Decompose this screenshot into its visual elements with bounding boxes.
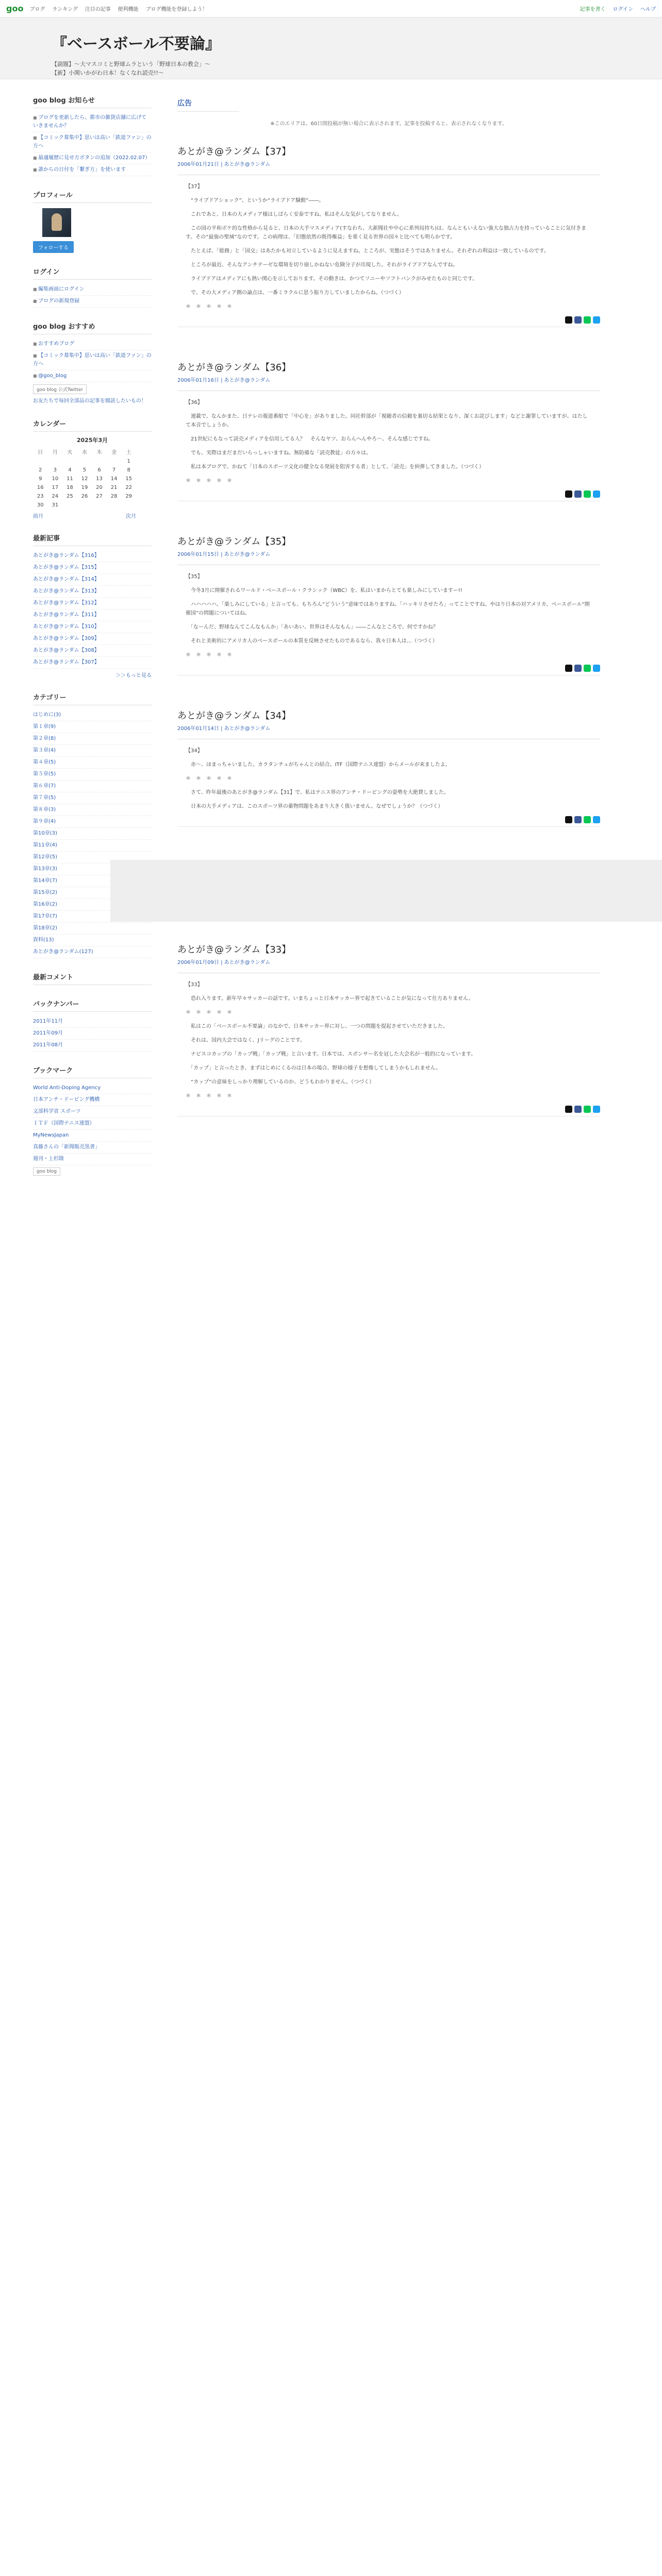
blog-description [52,60,662,77]
blog-post [177,534,600,675]
post-title[interactable]: あとがき@ランダム【34】 [177,710,291,721]
post-title[interactable]: あとがき@ランダム【33】 [177,944,291,955]
weekday: 火 [67,450,73,455]
login-block [33,266,152,308]
post-paragraph: ＊ ＊ ＊ ＊ ＊ [186,1010,232,1015]
post-paragraph: “カップ”の意味をしっかり理解しているのか、どうもわかりません。（つづく） [186,1079,374,1085]
list-item[interactable] [33,745,152,757]
post-category[interactable]: あとがき@ランダム [224,162,271,167]
bookmarks-heading: ブックマーク [33,1065,152,1078]
x-share-icon[interactable] [565,665,572,672]
bookmark-link[interactable]: World Anti-Doping Agency [33,1085,101,1091]
calendar-day: 26 [81,494,88,499]
recent-post-link[interactable]: あとがき@ランダム【313】 [33,588,100,594]
list-item[interactable] [33,132,152,152]
meta-separator: | [219,552,224,557]
list-item[interactable] [33,946,152,958]
calendar-day [121,501,136,510]
post-body [177,175,600,311]
post-paragraph: これであと、日本の大メディア様はしばらく安泰ですね。私はそんな気がしてなりません。 [186,212,402,217]
blog-header [0,18,662,79]
category-link[interactable]: 第18章(2) [33,925,57,931]
calendar-day: 5 [82,467,87,473]
list-item[interactable] [33,1040,152,1052]
recent-post-link[interactable]: あとがき@ランダム【312】 [33,600,100,606]
post-paragraph: ＊ ＊ ＊ ＊ ＊ [186,1093,232,1099]
category-link[interactable]: 第12章(5) [33,854,57,860]
calendar-day: 2 [39,467,42,473]
post-meta [177,376,600,383]
facebook-share-icon[interactable] [574,816,582,823]
calendar-day: 31 [52,502,59,508]
list-item[interactable] [33,284,152,296]
back-number-link[interactable]: 2011年09月 [33,1030,63,1036]
calendar-day: 30 [37,502,44,508]
share-buttons [177,816,600,823]
calendar-day: 14 [110,476,118,482]
post-paragraph: ＊ ＊ ＊ ＊ ＊ [186,776,232,782]
recent-post-link[interactable]: あとがき@ランダム【307】 [33,659,100,665]
category-link[interactable]: 第16章(2) [33,902,57,907]
list-item[interactable] [33,1016,152,1028]
calendar-day [77,457,92,466]
category-link[interactable]: 第17章(7) [33,913,57,919]
goo-blog-news [33,95,152,176]
calendar-day: 24 [52,494,59,499]
recent-posts [33,533,152,679]
post-paragraph: 私は本ブログで、かねて「日本のスポーツ文化の健全なる発展を阻害する者」として、「読売」を糾弾してきました。（つづく） [186,464,484,470]
calendar-day: 20 [96,485,103,490]
line-share-icon[interactable] [584,316,591,324]
post-category[interactable]: あとがき@ランダム [224,552,271,557]
category-link[interactable]: 第13章(3) [33,866,57,872]
top-nav-features[interactable]: 便利機能 [118,7,139,12]
facebook-share-icon[interactable] [574,665,582,672]
post-paragraph: 【36】 [186,400,203,405]
recommend-heading: goo blog おすすめ [33,321,152,334]
edit-login-link[interactable]: 編集画面にログイン [38,286,85,292]
back-number-link[interactable]: 2011年08月 [33,1042,63,1048]
calendar-day [92,501,107,510]
recent-post-link[interactable]: あとがき@ランダム【309】 [33,636,100,641]
profile-avatar[interactable] [42,208,71,237]
recommend-block [33,321,152,405]
calendar-day: 27 [96,494,103,499]
top-nav-blog[interactable]: ブログ [29,7,45,12]
post-paragraph: さて、昨年最後のあとがき@ランダム【31】で、私はテニス界のアンチ・ドーピングの姿勢を大絶賛しました。 [186,790,449,795]
calendar [33,418,152,519]
recent-post-link[interactable]: あとがき@ランダム【308】 [33,648,100,653]
post-meta [177,550,600,557]
calendar-day: 6 [97,467,101,473]
category-link[interactable]: 第14章(7) [33,878,57,884]
main-content [177,79,600,1189]
x-share-icon[interactable] [565,490,572,498]
news-link[interactable]: 誰からの日付を「繋ぎ方」を使います [38,167,126,173]
post-paragraph: 連載で、なんかまた、日テレの報道番組で「中心を」がありました。同社幹部が「視聴者の信頼を裏切る結果となり、深くお詫びします」などと謝罪していますが、はたして本音でしょうか。 [186,414,588,428]
twitter-share-icon[interactable] [593,816,600,823]
list-item[interactable] [33,621,152,633]
post-meta [177,160,600,167]
calendar-table [33,446,136,510]
calendar-day: 18 [67,485,73,490]
post-paragraph: 「なーんだ、野球なんてこんなもんか」「あいあい、世界はそんなもん」――こんなところで、何ですかね？ [186,624,438,630]
list-item[interactable] [33,804,152,816]
calendar-day: 28 [110,494,118,499]
list-item[interactable] [33,633,152,645]
post-paragraph: ところが最近、そんなアンチテーゼな環境を切り崩しかねない危険分子が出現した。それがライブドアなんですね。 [186,262,458,268]
recent-post-link[interactable]: あとがき@ランダム【316】 [33,553,100,558]
calendar-day [62,457,77,466]
twitter-share-icon[interactable] [593,316,600,324]
post-paragraph: 【35】 [186,574,203,580]
post-title[interactable]: あとがき@ランダム【36】 [177,362,291,373]
calendar-day: 16 [37,485,44,490]
post-paragraph: 日本の大手メディアは、このスポーツ界の薬物問題をあまり大きく扱いません。なぜでしょうか？（つづく） [186,804,443,809]
calendar-day: 4 [68,467,72,473]
calendar-prev[interactable]: 前月 [33,514,43,519]
weekday: 木 [96,450,102,455]
post-paragraph: ＊ ＊ ＊ ＊ ＊ [186,478,232,484]
meta-separator: | [219,162,224,167]
calendar-day: 13 [96,476,103,482]
share-buttons [177,316,600,324]
post-category[interactable]: あとがき@ランダム [224,726,271,732]
category-link[interactable]: 第９章(4) [33,819,56,824]
blog-description-line: 【新】小関いかがわ日本！なくなれ読売!!〜 [52,70,164,76]
list-item[interactable] [33,757,152,769]
post-body [177,739,600,811]
list-item[interactable] [33,1118,152,1130]
recent-post-link[interactable]: あとがき@ランダム【315】 [33,565,100,570]
post-paragraph: “ライブドアショック”、というか“ライブドア騒動”――。 [186,198,324,204]
recent-more-link[interactable]: ＞＞もっと見る [115,673,152,679]
bookmarks [33,1065,152,1176]
category-link[interactable]: 第７章(5) [33,795,56,801]
news-link[interactable]: 最適履歴に見せ方ボタンの追加（2022.02.07） [38,155,151,161]
category-link[interactable]: 第４章(5) [33,759,56,765]
post-divider [177,826,600,827]
calendar-day: 25 [67,494,73,499]
post-paragraph: ＊ ＊ ＊ ＊ ＊ [186,652,232,658]
back-number-link[interactable]: 2011年11月 [33,1019,63,1024]
post-category[interactable]: あとがき@ランダム [224,378,271,383]
calendar-day: 15 [125,476,133,482]
calendar-day [92,457,107,466]
goo-blog-badge[interactable]: goo blog [33,1167,60,1176]
post-paragraph: で、その大メディア側の論点は、一番ミラクルに思う振り方していましたからね。（つづく） [186,290,404,296]
category-link[interactable]: 第15章(2) [33,890,57,895]
category-link[interactable]: 第11章(4) [33,842,57,848]
list-item[interactable] [33,828,152,840]
line-share-icon[interactable] [584,665,591,672]
bookmark-link[interactable]: ＩＴＦ（国際テニス連盟） [33,1121,95,1126]
post-paragraph: 恐れ入ります。新年早々サッカーの話です。いまちょっと日本サッカー界で起きていることが気になって仕方ありません。 [186,996,474,1002]
calendar-day: 7 [112,467,116,473]
calendar-day: 19 [81,485,88,490]
calendar-day: 21 [110,485,118,490]
login-link[interactable]: ログイン [613,7,633,12]
post-date[interactable]: 2006年01月21日 [177,162,219,167]
list-item[interactable] [33,152,152,164]
weekday: 土 [126,450,131,455]
post-date[interactable]: 2006年01月15日 [177,552,219,557]
list-item[interactable] [33,1106,152,1118]
calendar-day: 3 [53,467,57,473]
top-nav-featured[interactable]: 注目の記事 [85,7,111,12]
weekday: 水 [81,450,87,455]
twitter-share-icon[interactable] [593,490,600,498]
post-paragraph: 21世紀にもなって読売メディアを信用してる人？ そんなヤツ、おらんへんやろ〜、そんな感じですね。 [186,436,434,442]
recommend-link[interactable]: おすすめブログ [38,341,75,347]
post-meta [177,724,600,732]
blog-post [177,144,600,327]
write-post-link[interactable]: 記事を書く [580,7,606,12]
ad-note: ※このエリアは、60日間投稿が無い場合に表示されます。記事を投稿すると、表示されなくなります。 [270,121,507,127]
post-paragraph: 赤〜、ほまっちゃいました。カラタンチュがちゃんとの結合。ITF（国際テニス連盟）からメールが来ましたよ。 [186,762,451,768]
latest-comments [33,972,152,985]
calendar-day: 23 [37,494,44,499]
calendar-day: 22 [125,485,133,490]
calendar-month: 2025年3月 [76,437,108,444]
recommend-link[interactable]: 【コミック募集中】思いは高い「鉄道ファン」の方へ [33,353,152,367]
facebook-share-icon[interactable] [574,316,582,324]
meta-separator: | [219,960,224,965]
list-item[interactable] [33,923,152,935]
top-nav-register[interactable]: ブログ機能を登録しよう！ [145,7,208,12]
list-item[interactable] [33,609,152,621]
x-share-icon[interactable] [565,316,572,324]
recommend-note[interactable]: お友たちで毎回全部品の記事を閲読したいもの！ [33,398,146,404]
post-body [177,565,600,659]
bookmark-link[interactable]: 文部科学省 スポーツ [33,1109,81,1114]
bookmark-link[interactable]: 真藤さんの「新聞販売黒書」 [33,1144,100,1150]
blog-post [177,942,600,1116]
calendar-day [77,501,92,510]
category-link[interactable]: 第８章(3) [33,807,56,812]
list-item[interactable] [33,350,152,370]
category-link[interactable]: 第５章(5) [33,771,56,777]
post-body [177,391,600,485]
list-item[interactable] [33,1130,152,1142]
meta-separator: | [219,378,224,383]
calendar-day: 29 [125,494,133,499]
calendar-day: 17 [52,485,59,490]
post-list [177,144,600,1116]
list-item[interactable] [33,338,152,350]
blog-post [177,360,600,501]
line-share-icon[interactable] [584,1106,591,1113]
list-item[interactable] [33,840,152,852]
weekday: 金 [111,450,117,455]
post-date[interactable]: 2006年01月09日 [177,960,219,965]
line-share-icon[interactable] [584,816,591,823]
profile [33,190,152,253]
post-paragraph: 「カップ」と言ったとき、まずはじめにくるのは日本の場合、野球の様子を想像してしまうかもしれません。 [186,1065,441,1071]
list-item[interactable] [33,816,152,828]
post-paragraph: それと美術的にアメリカ人のベースボールの本質を反映させたものであるなら、我々日本人は…（つづく） [186,638,438,644]
category-link[interactable]: 第１章(9) [33,724,56,730]
calendar-day: 11 [67,476,73,482]
list-item[interactable] [33,1094,152,1106]
x-share-icon[interactable] [565,1106,572,1113]
list-item[interactable] [33,164,152,176]
bookmark-link[interactable]: 日本アンチ・ドーピング機構 [33,1097,100,1103]
list-item[interactable] [33,1082,152,1094]
list-item[interactable] [33,645,152,657]
latest-comments-heading: 最新コメント [33,972,152,985]
weekday: 日 [38,450,43,455]
category-link[interactable]: 第10章(3) [33,831,57,836]
top-bar [0,0,662,18]
post-paragraph: この国の平和ボケ的な性格から見ると、日本の大手マスメディア(すなわち、大新聞社や中心に系列局持ち)は、なんともいえない強大な独占力を持っていることに気付きます。その“最強の聖域”なのです。この病理は、「旧態依然の既得権益」を重く見る世界の国々と比べても明らかです。 [186,226,587,240]
weekday: 月 [52,450,58,455]
share-buttons [177,665,600,672]
post-paragraph: ライブドアはメディアにも熱い関心を示しております。その動きは、かつてソニーやソフトバンクがみせたものと同じです。 [186,276,478,282]
post-paragraph: ＊ ＊ ＊ ＊ ＊ [186,304,232,310]
category-link[interactable]: はじめに(3) [33,712,61,718]
profile-heading: プロフィール [33,190,152,203]
category-link[interactable]: 第３章(4) [33,748,56,753]
post-date[interactable]: 2006年01月14日 [177,726,219,732]
bookmark-link[interactable]: MyNewsJapan [33,1132,69,1138]
list-item[interactable] [33,370,152,382]
category-link[interactable]: 第６章(7) [33,783,56,789]
list-item[interactable] [33,769,152,781]
list-item[interactable] [33,574,152,586]
twitter-badge[interactable]: goo blog 公式Twitter [33,384,87,394]
post-meta [177,958,600,965]
calendar-day [48,457,63,466]
category-link[interactable]: あとがき@ランダム(127) [33,949,93,955]
post-paragraph: ナビスコカップの「カップ戦」「カップ戦」と言います。日本では、スポンサー名を冠した大会名が一般的になっています。 [186,1052,476,1057]
meta-separator: | [219,726,224,732]
ad-heading: 広告 [177,98,239,112]
calendar-day: 8 [127,467,130,473]
list-item[interactable] [33,112,152,132]
post-paragraph: 【34】 [186,748,203,754]
recent-posts-heading: 最新記事 [33,533,152,546]
calendar-day [62,501,77,510]
recent-post-link[interactable]: あとがき@ランダム【314】 [33,577,100,582]
calendar-day: 10 [52,476,59,482]
recommend-link[interactable]: @goo_blog [38,373,67,379]
category-link[interactable]: 資料(13) [33,937,54,943]
post-paragraph: ハハハハハ。「楽しみにしている」と言っても、もちろん“どういう”意味ではありますね。「ハッキリさせたろ」ってことですね。やはり日本の対アメリカ、ベースボール“開催国”の問題についてはね。 [186,602,590,616]
post-paragraph: 私はこの「ベースボール不要論」のなかで、日本サッカー界に対し、一つの問題を提起させていただきました。 [186,1024,448,1029]
calendar-day: 1 [127,459,130,464]
list-item[interactable] [33,935,152,946]
recent-post-link[interactable]: あとがき@ランダム【311】 [33,612,100,618]
calendar-day [107,501,122,510]
post-body [177,973,600,1100]
twitter-share-icon[interactable] [593,1106,600,1113]
blog-title[interactable]: 『ベースボール不要論』 [52,35,221,53]
new-blog-link[interactable]: ブログの新規登録 [38,298,80,304]
blog-description-line: 【副題】〜大マスコミと野球ムラという「野球日本の教会」〜 [52,61,210,67]
list-item[interactable] [33,1154,152,1165]
goo-blog-news-heading: goo blog お知らせ [33,95,152,108]
list-item[interactable] [33,296,152,308]
top-nav-ranking[interactable]: ランキング [52,7,78,12]
login-heading: ログイン [33,266,152,280]
sidebar [33,79,152,1189]
facebook-share-icon[interactable] [574,1106,582,1113]
post-paragraph: でも、実際はまだまだいらっしゃいますね。無防備な「読売教徒」の方々は。 [186,450,371,456]
calendar-day: 12 [81,476,88,482]
line-share-icon[interactable] [584,490,591,498]
share-buttons [177,1106,600,1113]
calendar-next[interactable]: 次月 [126,514,136,519]
section-divider [110,860,662,922]
categories-heading: カテゴリー [33,692,152,705]
post-paragraph: 今冬3月に開催されるワールド・ベースボール・クラシック（WBC）を、私はいまからとても楽しみにしていますー!! [186,588,462,594]
follow-button[interactable]: フォローする [33,241,74,253]
post-title[interactable]: あとがき@ランダム【37】 [177,146,291,157]
list-item[interactable] [33,792,152,804]
list-item[interactable] [33,562,152,574]
calendar-day: 9 [39,476,42,482]
share-buttons [177,490,600,498]
calendar-day [33,457,48,466]
post-category[interactable]: あとがき@ランダム [224,960,271,965]
list-item[interactable] [33,1142,152,1154]
news-link[interactable]: 【コミック募集中】思いは高い「鉄道ファン」の方へ [33,135,152,149]
bookmark-link[interactable]: 週刊・上杉隆 [33,1156,64,1162]
post-paragraph: 【37】 [186,184,203,190]
back-number-heading: バックナンバー [33,998,152,1012]
list-item[interactable] [33,721,152,733]
top-nav [29,5,212,12]
goo-logo[interactable]: goo [6,4,24,13]
list-item[interactable] [33,1028,152,1040]
blog-post [177,708,600,827]
list-item[interactable] [33,657,152,669]
list-item[interactable] [33,733,152,745]
help-link[interactable]: ヘルプ [640,7,656,12]
list-item[interactable] [33,550,152,562]
recent-post-link[interactable]: あとがき@ランダム【310】 [33,624,100,630]
calendar-heading: カレンダー [33,418,152,432]
list-item[interactable] [33,598,152,609]
category-link[interactable]: 第２章(8) [33,736,56,741]
top-bar-right [580,5,656,12]
list-item[interactable] [33,586,152,598]
post-paragraph: 【33】 [186,982,203,988]
news-link[interactable]: ブログを更新したら、都市の雑貨店舗に広げていきませんか？ [33,115,147,129]
post-title[interactable]: あとがき@ランダム【35】 [177,536,291,547]
post-paragraph: それは、国内大会ではなく、Jリーグのことです。 [186,1038,305,1043]
twitter-share-icon[interactable] [593,665,600,672]
back-number [33,998,152,1052]
facebook-share-icon[interactable] [574,490,582,498]
post-paragraph: たとえば、「総務」と「国交」はあたかも対立しているように見えますね。ところが、実態はそうではありません。それぞれの利益は一致しているのです。 [186,248,549,254]
list-item[interactable] [33,781,152,792]
x-share-icon[interactable] [565,816,572,823]
calendar-day [107,457,122,466]
list-item[interactable] [33,709,152,721]
post-date[interactable]: 2006年01月16日 [177,378,219,383]
